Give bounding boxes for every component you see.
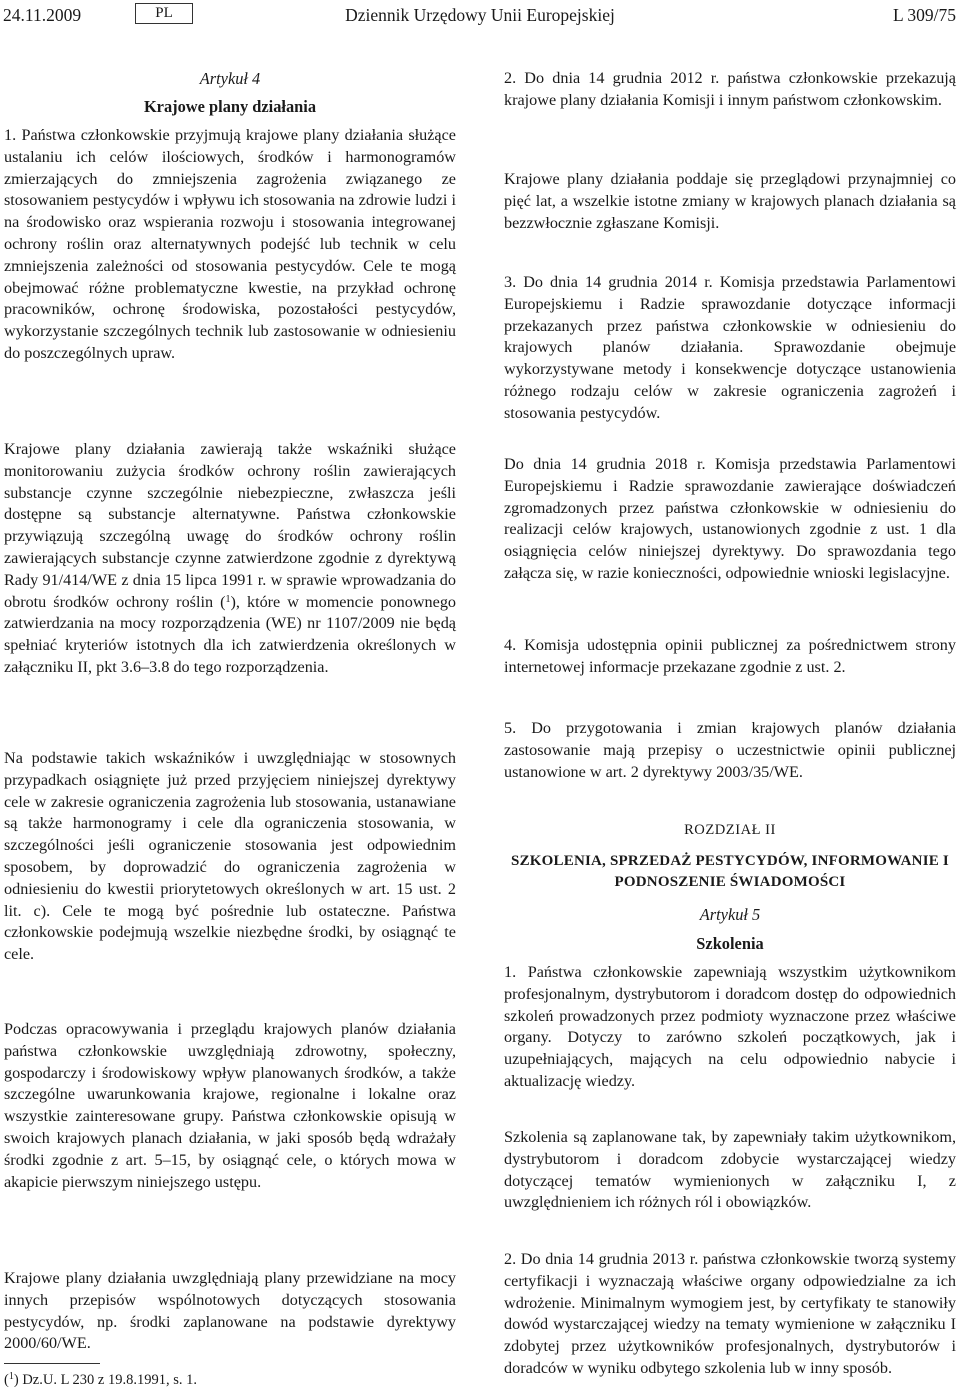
paragraph: 1. Państwa członkowskie przyjmują krajowe plany działania służące ustalaniu ich celów ilościowych, środków i harmonogramów zmierzających do zmniejszenia zagrożenia związanego ze stosowaniem pestycydów i wpływu ich stosowania na zdrowie ludzi i na środowisko oraz wspierania rozwoju i stosowania integrowanej ochrony roślin oraz alternatywnych podejść lub technik w celu zmniejszenia zależności od stosowania pestycydów. Cele te mogą obejmować różne problematyczne kwestie, na przykład ochronę pracowników, ochronę środowiska, pozostałości pestycydów, wykorzystanie szczególnych technik lub zastosowanie w odniesieniu do poszczególnych upraw. bbox=[4, 126, 456, 362]
paragraph: Krajowe plany działania poddaje się przeglądowi przynajmniej co pięć lat, a wszelkie istotne zmiany w krajowych planach działania są bezzwłocznie zgłaszane Komisji. bbox=[504, 170, 956, 232]
paragraph: 3. Do dnia 14 grudnia 2014 r. Komisja przedstawia Parlamentowi Europejskiemu i Radzie sprawozdanie dotyczące informacji przekazanych przez państwa członkowskie w odniesieniu do krajowych planów działania. Sprawozdanie obejmuje wykorzystywane metody i konsekwencje dotyczące ustanowienia różnego rodzaju celów w zakresie ograniczenia zagrożeń i stosowania pestycydów. bbox=[504, 273, 956, 422]
page-number: L 309/75 bbox=[892, 5, 956, 25]
article-5-title: Szkolenia bbox=[696, 934, 764, 953]
footnote: ($^1$) Dz.U. L 230 z 19.8.1991, s. 1. bbox=[4, 1371, 197, 1388]
paragraph: 1. Państwa członkowskie zapewniają wszystkim użytkownikom profesjonalnym, dystrybutorom i doradcom dostęp do odpowiednich szkoleń prowadzonych przez podmioty wyznaczone przez właściwe organy. Dotyczy to zarówno szkoleń początkowych, jak i uzupełniających, mających na celu odpowiednio nabycie i aktualizację wiedzy. bbox=[504, 963, 956, 1090]
chapter-number: ROZDZIAŁ II bbox=[684, 822, 776, 838]
journal-title: Dziennik Urzędowy Unii Europejskiej bbox=[345, 5, 615, 25]
paragraph: Krajowe plany działania uwzględniają plany przewidziane na mocy innych przepisów wspólnotowych dotyczących stosowania pestycydów, np. środki zaplanowane na podstawie dyrektywy 2000/60/WE. bbox=[4, 1269, 456, 1353]
paragraph bbox=[4, 439, 456, 679]
paragraph: 2. Do dnia 14 grudnia 2012 r. państwa członkowskie przekazują krajowe plany działania Komisji i innym państwom członkowskim. bbox=[504, 69, 956, 109]
paragraph: Do dnia 14 grudnia 2018 r. Komisja przedstawia Parlamentowi Europejskiemu i Radzie sprawozdanie zawierające doświadczeń zgromadzonych przez państwa członkowskie w odniesieniu do realizacji celów krajowych, ustanowionych zgodnie z ust. 1 dla osiągnięcia celów niniejszej dyrektywy. Do sprawozdania tego załącza się, w razie konieczności, odpowiednie wnioski legislacyjne. bbox=[504, 455, 956, 582]
footnote-reference: 1 bbox=[225, 593, 231, 605]
publication-date: 24.11.2009 bbox=[3, 5, 82, 25]
footnote-number: 1 bbox=[8, 1371, 14, 1382]
paragraph: Podczas opracowywania i przeglądu krajowych planów działania państwa członkowskie uwzględniają zdrowotny, społeczny, gospodarczy i środowiskowy wpływ planowanych środków, a także szczególne uwarunkowania krajowe, regionalne i lokalne oraz wszystkie zainteresowane grupy. Państwa członkowskie opisują w swoich krajowych planach działania, w jaki sposób będą wdrażały środki zgodnie z art. 5–15, by osiągnąć cele, o których mowa w akapicie pierwszym niniejszego ustępu. bbox=[4, 1020, 456, 1191]
paragraph: 2. Do dnia 14 grudnia 2013 r. państwa członkowskie tworzą systemy certyfikacji i wyznaczają właściwe organy odpowiedzialne za ich wdrożenie. Minimalnym wymogiem jest, by certyfikaty te stanowiły dowód wystarczającej wiedzy na tematy wymienione w załączniku I zdobytej przez użytkowników profesjonalnych, dystrybutorów i doradców w wyniku odbytego szkolenia lub w inny sposób. bbox=[504, 1250, 956, 1377]
footnote-text: Dz.U. L 230 z 19.8.1991, s. 1. bbox=[18, 1372, 197, 1388]
paragraph-text: Krajowe plany działania zawierają także wskaźniki służące monitorowaniu zużycia środków ochrony roślin zawierających substancje czynne szczególnie niebezpieczne, zwłaszcza jeśli dostępne są substancje alternatywne. Państwa członkowskie przywiązują szczególną uwagę do środków ochrony roślin zawierających substancje czynne zatwierdzone zgodnie z dyrektywą Rady 91/414/WE z dnia 15 lipca 1991 r. w sprawie wprowadzania do obrotu środków ochrony roślin ( bbox=[4, 440, 456, 611]
page-header bbox=[0, 3, 960, 29]
article-5-number: Artykuł 5 bbox=[699, 905, 761, 924]
footnote-divider bbox=[4, 1363, 100, 1364]
paragraph: 5. Do przygotowania i zmian krajowych planów działania zastosowanie mają przepisy o uczestnictwie opinii publicznej ustanowione w art. 2 dyrektywy 2003/35/WE. bbox=[504, 719, 956, 781]
paragraph: Szkolenia są zaplanowane tak, by zapewniały takim użytkownikom, dystrybutorom i doradcom zdobycie wystarczającej wiedzy dotyczącej tematów wymienionych w załączniku I, z uwzględnieniem ich różnych ról i obowiązków. bbox=[504, 1128, 956, 1212]
paragraph-text: ), które w momencie ponownego zatwierdzania na mocy rozporządzenia (WE) nr 1107/2009 nie będą spełniać kryteriów istotnych dla ich zatwierdzenia określonych w załączniku II, pkt 3.6–3.8 do tego rozporządzenia. bbox=[4, 592, 457, 676]
chapter-title: SZKOLENIA, SPRZEDAŻ PESTYCYDÓW, INFORMOWANIE I PODNOSZENIE ŚWIADOMOŚCI bbox=[511, 853, 949, 890]
paragraph: Na podstawie takich wskaźników i uwzględniając w stosownych przypadkach osiągnięte już przed przyjęciem niniejszej dyrektywy cele w zakresie ograniczenia zagrożenia lub stosowania, ustanawiane są także harmonogramy i cele dla ograniczenia stosowania, w szczególności jeśli ograniczenie stosowania jest odpowiednim sposobem, by doprowadzić do ograniczenia zagrożenia w odniesieniu do kwestii priorytetowych określonych w art. 15 ust. 2 lit. c). Cele te mogą być pośrednie lub ostateczne. Państwa członkowskie podejmują wszelkie niezbędne środki, by osiągnąć te cele. bbox=[4, 749, 456, 964]
language-badge: PL bbox=[135, 3, 193, 24]
paragraph: 4. Komisja udostępnia opinii publicznej za pośrednictwem strony internetowej informacje przekazane zgodnie z ust. 2. bbox=[504, 636, 956, 676]
article-4-title: Krajowe plany działania bbox=[143, 97, 317, 116]
article-4-number: Artykuł 4 bbox=[199, 69, 261, 88]
